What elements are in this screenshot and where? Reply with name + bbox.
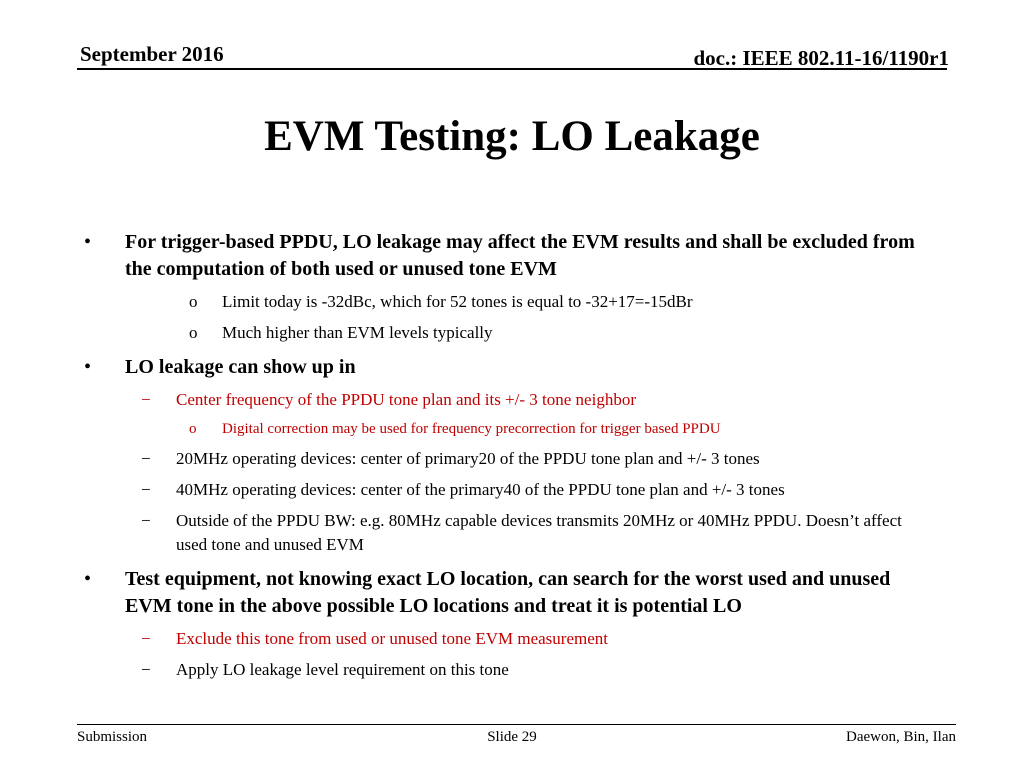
sub-bullet-exclude-tone <box>141 627 936 651</box>
sub-bullet-marker: − <box>141 511 151 530</box>
bullet-marker: • <box>84 231 92 253</box>
sub-bullet-text: Exclude this tone from used or unused tone EVM measurement <box>176 629 608 648</box>
bullet-marker: • <box>84 568 92 590</box>
sub-bullet-text: Limit today is -32dBc, which for 52 tones is equal to -32+17=-15dBr <box>222 292 693 311</box>
bullet-test-equipment <box>84 566 935 620</box>
bullet-lo-leakage-show <box>84 354 935 381</box>
sub-bullet-40mhz <box>141 478 936 502</box>
sub-bullet-center-frequency <box>141 388 936 412</box>
sub-bullet-marker: − <box>141 480 151 499</box>
bullet-trigger-based <box>84 229 935 283</box>
sub-bullet-text: 40MHz operating devices: center of the primary40 of the PPDU tone plan and +/- 3 tones <box>176 480 785 499</box>
sub-bullet-marker: o <box>189 292 198 311</box>
sub-bullet-text: Center frequency of the PPDU tone plan and its +/- 3 tone neighbor <box>176 390 636 409</box>
sub-bullet-text: Outside of the PPDU BW: e.g. 80MHz capable devices transmits 20MHz or 40MHz PPDU. Doesn’t affect used tone and unused EVM <box>176 511 902 554</box>
header-rule <box>77 68 947 70</box>
sub-bullet-outside-bw <box>141 509 936 557</box>
footer-authors: Daewon, Bin, Ilan <box>846 729 956 745</box>
sub-bullet-marker: o <box>189 421 197 437</box>
sub-bullet-marker: − <box>141 390 151 409</box>
footer-rule <box>77 724 956 725</box>
bullet-text: For trigger-based PPDU, LO leakage may affect the EVM results and shall be excluded from the computation of both used or unused tone EVM <box>125 231 915 280</box>
sub-bullet-text: Apply LO leakage level requirement on this tone <box>176 660 509 679</box>
sub-bullet-text: Much higher than EVM levels typically <box>222 323 493 342</box>
sub-bullet-apply-requirement <box>141 658 936 682</box>
sub-bullet-digital-correction <box>189 418 922 440</box>
sub-bullet-higher <box>189 322 922 344</box>
sub-bullet-limit <box>189 291 922 313</box>
bullet-marker: • <box>84 356 92 378</box>
header-doc-id: doc.: IEEE 802.11-16/1190r1 <box>693 46 949 70</box>
bullet-text: LO leakage can show up in <box>125 356 356 378</box>
bullet-text: Test equipment, not knowing exact LO location, can search for the worst used and unused EVM tone in the above possible LO locations and treat it is potential LO <box>125 568 891 617</box>
slide-title: EVM Testing: LO Leakage <box>264 113 760 160</box>
footer-slide-number: Slide 29 <box>487 729 537 745</box>
sub-bullet-marker: o <box>189 323 198 342</box>
header-date: September 2016 <box>80 42 224 66</box>
sub-bullet-20mhz <box>141 447 936 471</box>
sub-bullet-text: 20MHz operating devices: center of primary20 of the PPDU tone plan and +/- 3 tones <box>176 449 760 468</box>
sub-bullet-marker: − <box>141 449 151 468</box>
sub-bullet-marker: − <box>141 660 151 679</box>
sub-bullet-marker: − <box>141 629 151 648</box>
sub-bullet-text: Digital correction may be used for frequency precorrection for trigger based PPDU <box>222 421 721 437</box>
footer-submission: Submission <box>77 729 148 745</box>
